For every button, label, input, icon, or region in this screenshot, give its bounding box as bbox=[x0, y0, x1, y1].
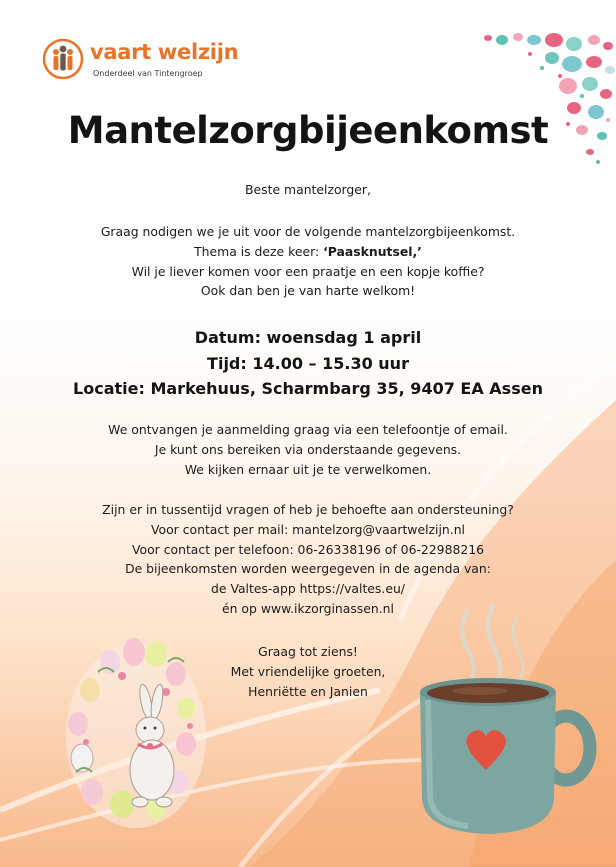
intro-line-1: Graag nodigen we je uit voor de volgende mantelzorgbijeenkomst. bbox=[100, 224, 516, 239]
intro-line-4: Ook dan ben je van harte welkom! bbox=[200, 283, 416, 299]
easter-egg-wreath-icon bbox=[58, 632, 218, 832]
contact-line-1: Zijn er in tussentijd vragen of heb je behoefte aan ondersteuning? bbox=[102, 502, 514, 517]
registration-line-2: Je kunt ons bereiken via onderstaande gegevens. bbox=[154, 441, 462, 457]
registration-block bbox=[0, 420, 616, 479]
registration-line-1: We ontvangen je aanmelding graag via een telefoontje of email. bbox=[108, 422, 508, 437]
closing-signature: Henriëtte en Janien bbox=[248, 683, 368, 699]
event-date: Datum: woensdag 1 april bbox=[194, 328, 422, 347]
logo-people-icon bbox=[42, 38, 84, 80]
logo-subtitle: Onderdeel van Tintengroep bbox=[93, 69, 203, 78]
greeting: Beste mantelzorger, bbox=[245, 182, 371, 197]
closing-line-2: Met vriendelijke groeten, bbox=[230, 663, 386, 679]
contact-website-line: én op www.ikzorginassen.nl bbox=[222, 600, 394, 616]
theme-prefix: Thema is deze keer: bbox=[194, 243, 324, 259]
greeting-block bbox=[0, 180, 616, 200]
event-location: Locatie: Markehuus, Scharmbarg 35, 9407 EA Assen bbox=[73, 379, 543, 398]
closing-line-1: Graag tot ziens! bbox=[258, 644, 358, 659]
contact-valtes-line: de Valtes-app https://valtes.eu/ bbox=[211, 581, 405, 597]
registration-line-3: We kijken ernaar uit je te verwelkomen. bbox=[184, 461, 432, 477]
contact-agenda-line: De bijeenkomsten worden weergegeven in de agenda van: bbox=[125, 561, 491, 577]
intro-theme-line bbox=[0, 242, 616, 262]
contact-phone-line: Voor contact per telefoon: 06-26338196 of 06-22988216 bbox=[131, 541, 484, 557]
vaart-welzijn-logo bbox=[42, 38, 272, 86]
intro-line-3: Wil je liever komen voor een praatje en een kopje koffie? bbox=[131, 263, 485, 279]
event-details bbox=[0, 325, 616, 402]
coffee-mug-icon bbox=[398, 600, 598, 840]
page-title: Mantelzorgbijeenkomst bbox=[67, 109, 549, 152]
logo-name: vaart welzijn bbox=[90, 40, 239, 64]
contact-email-line: Voor contact per mail: mantelzorg@vaartwelzijn.nl bbox=[150, 521, 465, 537]
event-time: Tijd: 14.00 – 15.30 uur bbox=[207, 353, 409, 373]
intro-block bbox=[0, 222, 616, 301]
theme-name: ‘Paasknutsel,’ bbox=[323, 243, 422, 259]
